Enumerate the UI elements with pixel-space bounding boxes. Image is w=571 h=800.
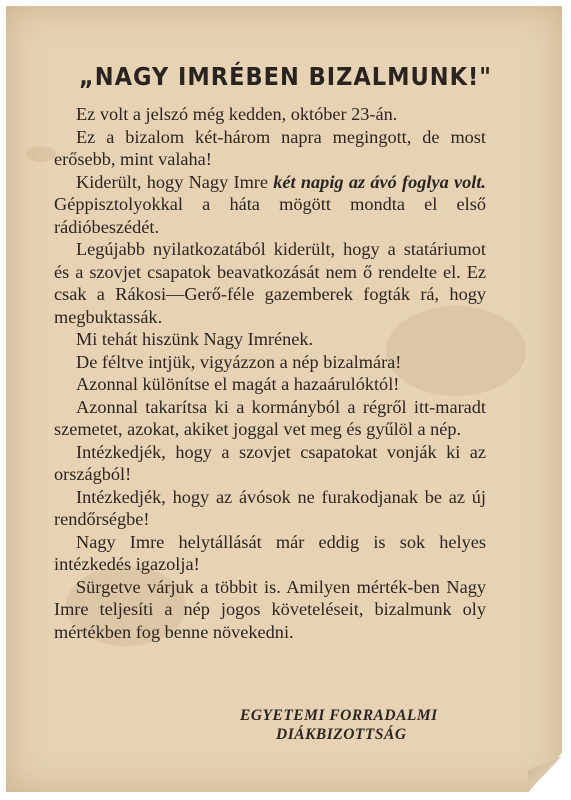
paragraph-text: Mi tehát hiszünk Nagy Imrének. xyxy=(76,329,314,349)
emphasized-text: két napig az ávó foglya volt. xyxy=(273,171,486,192)
paragraph xyxy=(54,238,486,328)
paragraph xyxy=(54,441,486,486)
paragraph-text: Ez volt a jelszó még kedden, október 23-án. xyxy=(76,104,398,124)
paragraph-text: Kiderült, hogy Nagy Imre xyxy=(76,171,274,192)
paragraph-text: Intézkedjék, hogy az ávósok ne furakodjanak be az új rendőrségbe! xyxy=(54,486,486,529)
paragraph-text: Azonnal különítse el magát a hazaárulóktól! xyxy=(76,374,400,394)
flyer-body xyxy=(54,103,486,643)
paragraph-text: Intézkedjék, hogy a szovjet csapatokat vonják ki az országból! xyxy=(54,441,486,484)
paragraph xyxy=(54,576,486,644)
paragraph-text: Nagy Imre helytállását már eddig is sok helyes intézkedés igazolja! xyxy=(54,531,486,574)
signature xyxy=(240,706,520,744)
ink-stain xyxy=(26,146,56,162)
paragraph-text: Géppisztolyokkal a háta mögött mondta el első rádióbeszédét. xyxy=(54,194,486,237)
flyer-title: „NAGY IMRÉBEN BIZALMUNK!" xyxy=(78,62,493,91)
signature-line: DIÁKBIZOTTSÁG xyxy=(276,726,407,743)
paragraph-text: Ez a bizalom két-három napra megingott, de most erősebb, mint valaha! xyxy=(54,126,486,169)
paragraph xyxy=(54,171,486,239)
paragraph xyxy=(54,126,486,171)
paragraph xyxy=(54,373,486,396)
paragraph-text: Azonnal takarítsa ki a kormányból a régről itt-maradt szemetet, azokat, akiket joggal vet meg és gyűlöl a nép. xyxy=(54,396,486,439)
paragraph xyxy=(54,351,486,374)
paragraph xyxy=(54,328,486,351)
signature-line: EGYETEMI FORRADALMI xyxy=(240,707,438,724)
paragraph-text: Legújabb nyilatkozatából kiderült, hogy a statáriumot és a szovjet csapatok beavatkozását nem ő rendelte el. Ez csak a Rákosi—Gerő-féle gazemberek fogták rá, hogy megbuktassák. xyxy=(54,239,486,327)
paragraph-text: Sürgetve várjuk a többit is. Amilyen mérték-ben Nagy Imre teljesíti a nép jogos követeléseit, bizalmunk oly mértékben fog benne növekedni. xyxy=(54,576,486,642)
paragraph-text: De féltve intjük, vigyázzon a nép bizalmára! xyxy=(76,351,402,372)
paragraph xyxy=(54,531,486,576)
paragraph xyxy=(54,396,486,441)
paragraph xyxy=(54,103,486,126)
paragraph xyxy=(54,486,486,531)
